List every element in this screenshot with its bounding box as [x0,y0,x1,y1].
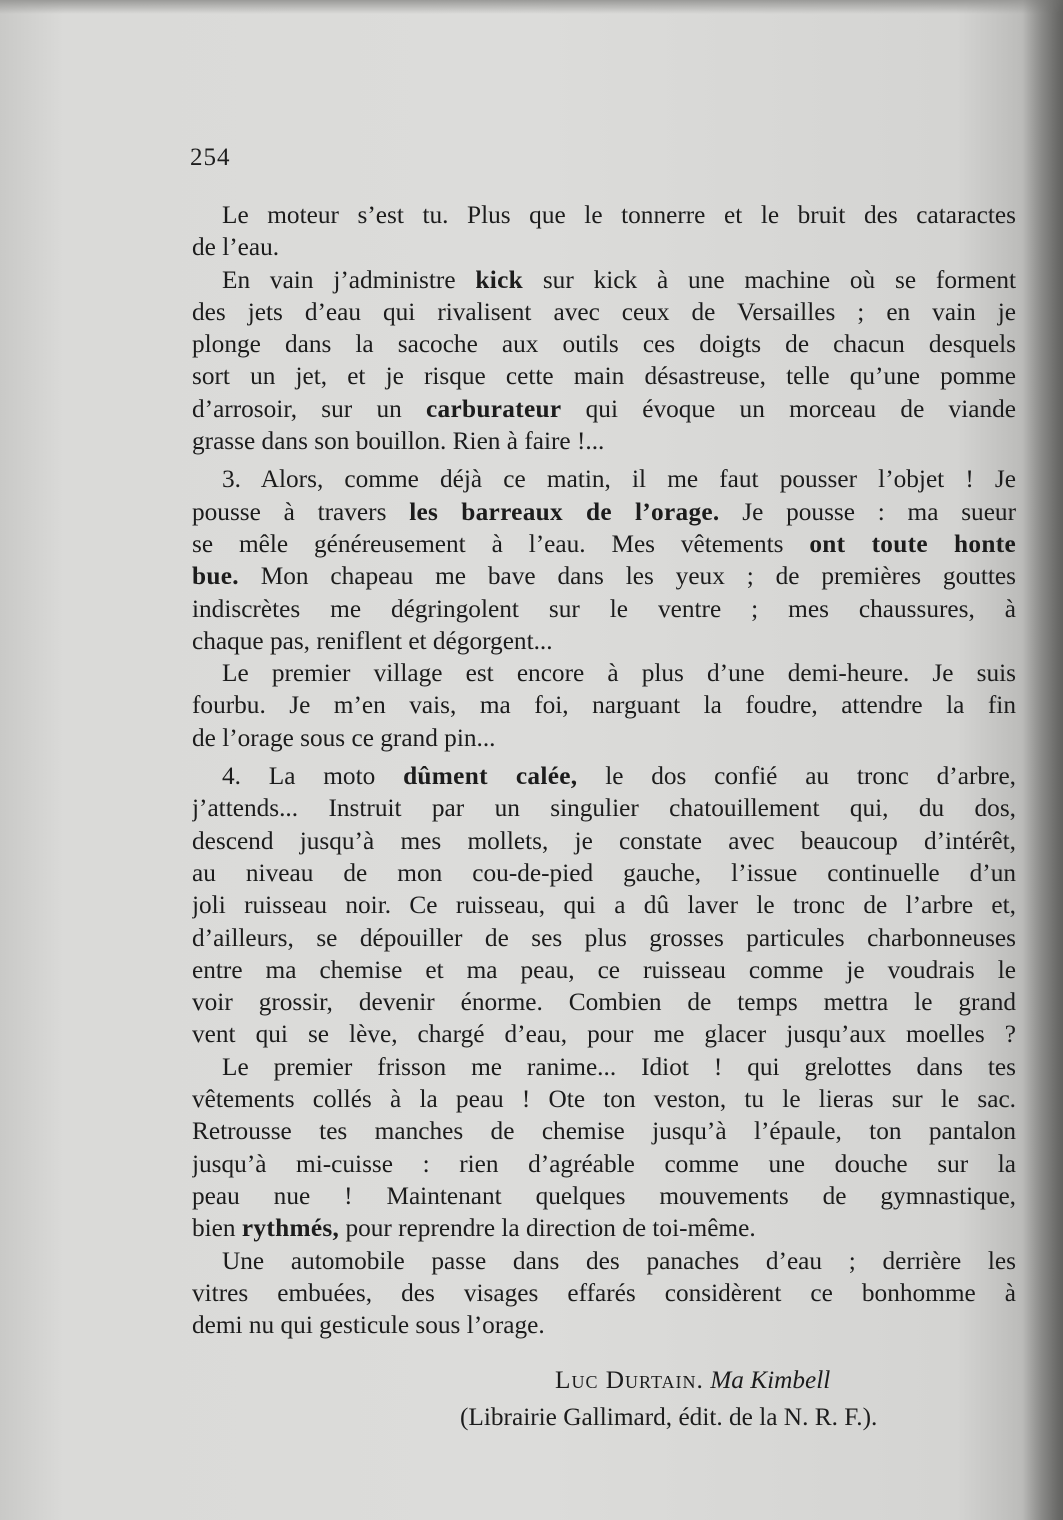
text-run: vent qui se lève, chargé d’eau, pour me glacer jusqu’aux moelles ? [192,1020,1016,1049]
text-run: qui évoque un morceau de viande [561,394,1016,423]
text-line [192,393,1016,425]
text-run: chaque pas, reniflent et dégorgent... [192,626,553,655]
text-run: Le moteur s’est tu. Plus que le tonnerre et le bruit des cataractes [222,201,1016,229]
text-line [192,1083,1016,1115]
text-run: joli ruisseau noir. Ce ruisseau, qui a dû laver le tronc de l’arbre et, [192,891,1016,920]
text-run: peau nue ! Maintenant quelques mouvements de gymnastique, [192,1181,1016,1210]
text-line [192,528,1016,560]
text-line [192,922,1016,954]
text-run: Je pousse : ma sueur [719,497,1016,526]
text-run: Mon chapeau me bave dans les yeux ; de premières gouttes [238,562,1016,591]
text-line [192,1018,1016,1050]
text-run: vêtements collés à la peau ! Ote ton veston, tu le lieras sur le sac. [192,1085,1016,1114]
text-run: Le premier frisson me ranime... Idiot ! qui grelottes dans tes [222,1052,1016,1081]
bold-term: ont toute honte [809,529,1016,558]
author-name: Luc Durtain. [555,1366,704,1394]
text-line [192,296,1016,328]
text-run: fourbu. Je m’en vais, ma foi, narguant la foudre, attendre la fin [192,691,1016,720]
text-run: d’arrosoir, sur un [192,394,427,423]
text-run: au niveau de mon cou-de-pied gauche, l’issue continuelle d’un [192,858,1016,887]
text-run: indiscrètes me dégringolent sur le ventre ; mes chaussures, à [192,594,1016,623]
text-line [192,425,1016,457]
text-run: entre ma chemise et ma peau, ce ruisseau comme je voudrais le [192,955,1016,984]
text-run: 4. La moto [222,762,404,791]
text-run: Retrousse tes manches de chemise jusqu’à l’épaule, ton pantalon [192,1117,1016,1146]
text-run: de l’orage sous ce grand pin... [192,723,496,752]
text-run: de l’eau. [192,233,280,262]
text-line [192,360,1016,392]
text-line [192,1051,1016,1083]
text-line [192,496,1016,528]
text-line [192,1309,1016,1341]
page-top-edge [0,0,1063,14]
text-run: En vain j’administre [222,265,476,294]
text-line [192,954,1016,986]
page-number: 254 [190,144,231,171]
text-run: pousse à travers [192,497,410,526]
text-line [192,1212,1016,1244]
publisher-line: (Librairie Gallimard, édit. de la N. R. F.). [460,1403,878,1431]
text-run: demi nu qui gesticule sous l’orage. [192,1311,545,1340]
text-run: descend jusqu’à mes mollets, je constate avec beaucoup d’intérêt, [192,826,1016,855]
text-run: Le premier village est encore à plus d’une demi-heure. Je suis [222,659,1016,688]
text-run: pour reprendre la direction de toi-même. [339,1214,756,1243]
text-line [192,1277,1016,1309]
text-run: des jets d’eau qui rivalisent avec ceux de Versailles ; en vain je [192,297,1016,326]
text-line [192,560,1016,592]
bold-term: rythmés, [241,1214,340,1243]
bold-term: carburateur [426,394,562,423]
text-line [192,722,1016,754]
text-line [192,857,1016,889]
text-line [192,328,1016,360]
text-run: sort un jet, et je risque cette main désastreuse, telle qu’une pomme [192,362,1016,391]
text-line [192,1115,1016,1147]
work-title: Ma Kimbell [710,1366,831,1394]
bold-term: dûment calée, [403,762,578,791]
text-line [192,1180,1016,1212]
bold-term: bue. [192,562,239,591]
text-run: 3. Alors, comme déjà ce matin, il me faut pousser l’objet ! Je [222,465,1016,494]
text-run: bien [192,1214,242,1243]
text-run: se mêle généreusement à l’eau. Mes vêtements [192,529,810,558]
text-line [192,792,1016,824]
text-run: voir grossir, devenir énorme. Combien de temps mettra le grand [192,988,1016,1017]
text-run: plonge dans la sacoche aux outils ces doigts de chacun desquels [192,330,1016,359]
text-line [192,986,1016,1018]
text-run: vitres embuées, des visages effarés considèrent ce bonhomme à [192,1278,1016,1307]
text-run: jusqu’à mi-cuisse : rien d’agréable comme une douche sur la [192,1149,1016,1178]
text-run: j’attends... Instruit par un singulier chatouillement qui, du dos, [192,794,1016,823]
text-run: grasse dans son bouillon. Rien à faire !... [192,427,605,456]
text-line [192,625,1016,657]
text-line [192,199,1016,231]
text-run: sur kick à une machine où se forment [523,265,1016,294]
text-line [192,463,1016,495]
text-line [192,760,1016,792]
text-line [192,825,1016,857]
bold-term: kick [475,265,523,294]
text-run: Une automobile passe dans des panaches d’eau ; derrière les [222,1246,1016,1275]
bold-term: les barreaux de l’orage. [409,497,720,526]
signature [555,1366,830,1395]
text-run: le dos confié au tronc d’arbre, [577,762,1016,791]
text-line [192,889,1016,921]
text-line [192,1245,1016,1277]
text-line [192,689,1016,721]
text-line [192,657,1016,689]
text-line [192,264,1016,296]
body-text [192,199,1016,1341]
binding-shadow [1023,0,1063,1520]
text-line [192,593,1016,625]
text-run: d’ailleurs, se dépouiller de ses plus grosses particules charbonneuses [192,923,1016,952]
text-line [192,1148,1016,1180]
text-line [192,231,1016,263]
